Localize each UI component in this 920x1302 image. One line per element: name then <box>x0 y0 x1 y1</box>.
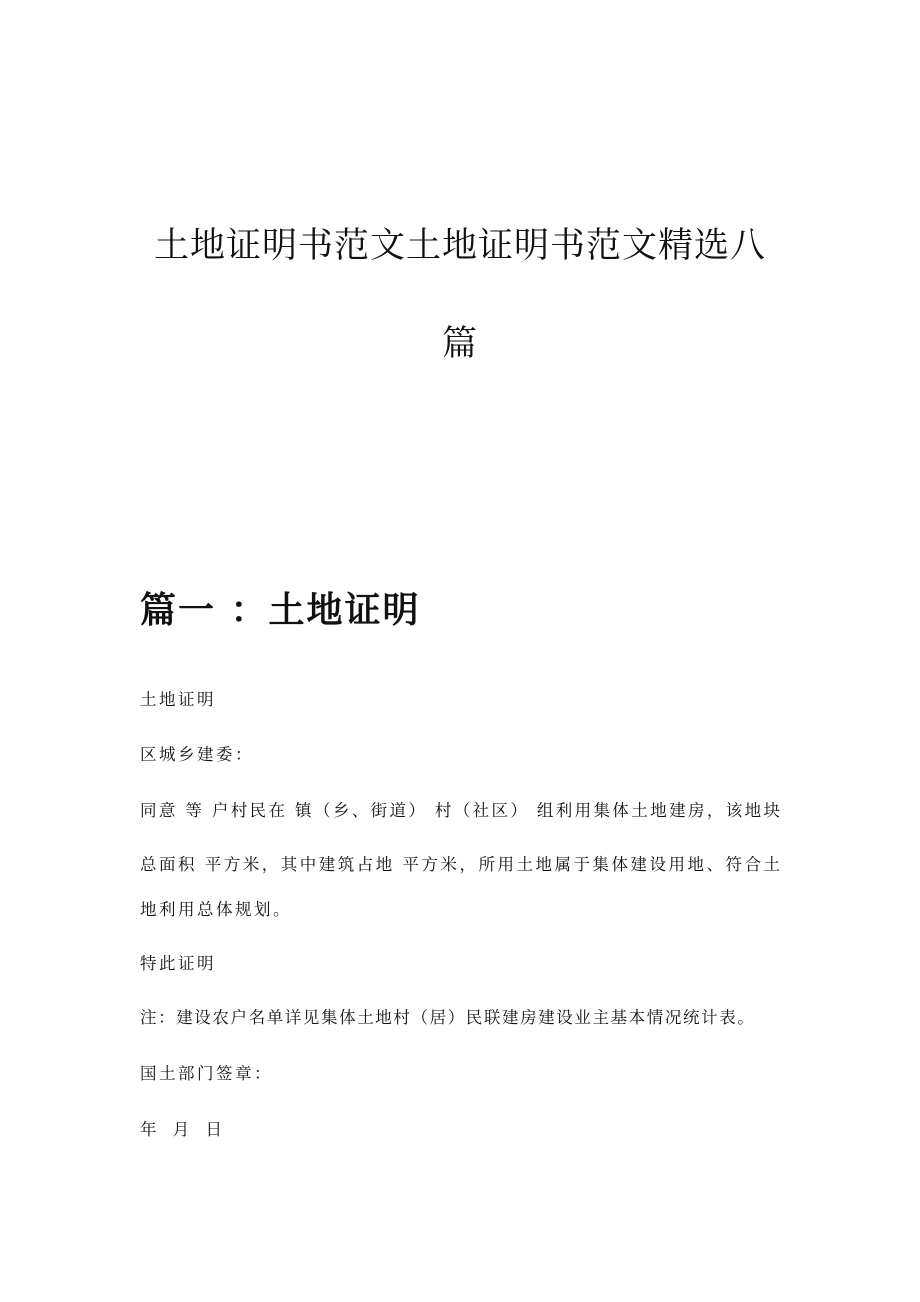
certificate-title: 土地证明 <box>140 690 216 709</box>
body-line: 同意 等 户村民在 镇（乡、街道） 村（社区） 组利用集体土地建房，该地块 <box>140 801 780 820</box>
body-line: 地利用总体规划。 <box>140 900 292 919</box>
closing-text: 特此证明 <box>140 954 216 973</box>
addressee: 区城乡建委： <box>140 745 254 764</box>
note-text: 注：建设农户名单详见集体土地村（居）民联建房建设业主基本情况统计表。 <box>140 1008 756 1027</box>
body-line: 总面积 平方米，其中建筑占地 平方米，所用土地属于集体建设用地、符合土 <box>140 855 780 874</box>
signature-label: 国土部门签章： <box>140 1064 273 1083</box>
document-title-line-1: 土地证明书范文土地证明书范文精选八 <box>153 226 766 266</box>
section-heading: 篇一 ：土地证明 <box>140 590 421 631</box>
document-title-line-2: 篇 <box>441 324 478 364</box>
date-line: 年 月 日 <box>140 1120 225 1139</box>
